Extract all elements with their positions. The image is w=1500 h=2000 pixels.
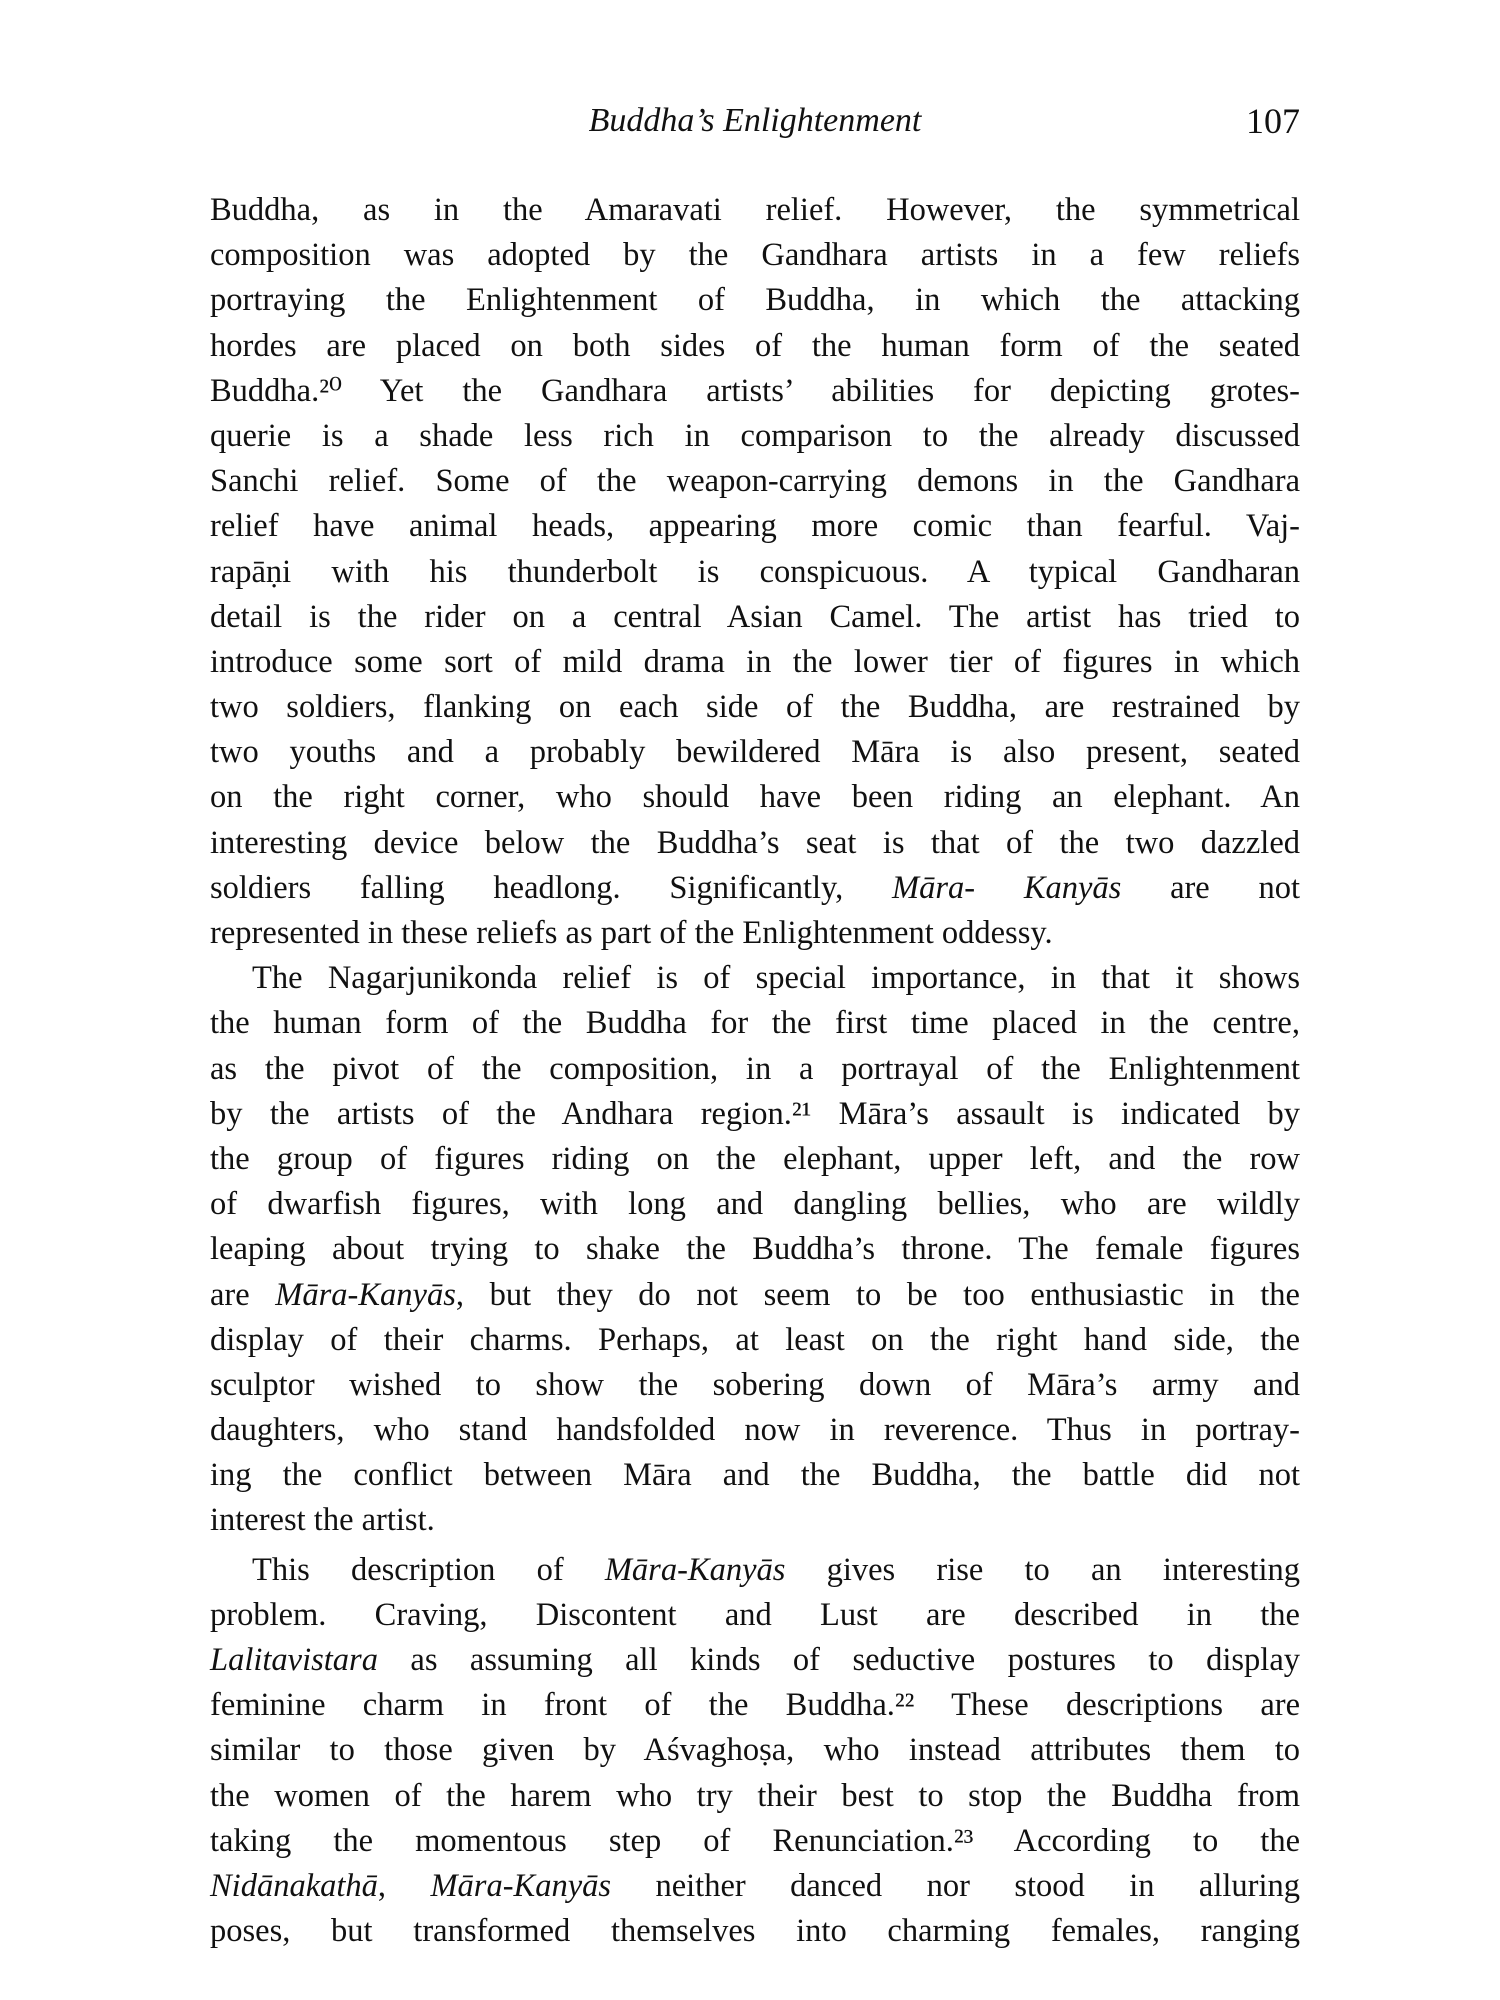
paragraph-3 xyxy=(210,1548,1300,1955)
text-line: leaping about trying to shake the Buddha’s throne. The female figures xyxy=(210,1231,1300,1268)
text-line: the group of figures riding on the elephant, upper left, and the row xyxy=(210,1140,1300,1177)
text-line: as the pivot of the composition, in a portrayal of the Enlightenment xyxy=(210,1050,1300,1087)
text-line: display of their charms. Perhaps, at least on the right hand side, the xyxy=(210,1321,1300,1358)
text-line: daughters, who stand handsfolded now in reverence. Thus in portray- xyxy=(210,1412,1300,1449)
text-line: The Nagarjunikonda relief is of special importance, in that it shows xyxy=(252,960,1300,997)
text-line: Buddha.²⁰ Yet the Gandhara artists’ abilities for depicting grotes- xyxy=(210,372,1300,409)
paragraph-2 xyxy=(210,956,1300,1543)
text-line: are Māra-Kanyās, but they do not seem to be too enthusiastic in the xyxy=(210,1276,1300,1313)
text-line: feminine charm in front of the Buddha.²² These descriptions are xyxy=(210,1687,1300,1724)
text-line: two soldiers, flanking on each side of the Buddha, are restrained by xyxy=(210,689,1300,726)
text-line: sculptor wished to show the sobering down of Māra’s army and xyxy=(210,1366,1300,1403)
text-line: problem. Craving, Discontent and Lust are described in the xyxy=(210,1596,1300,1633)
text-line: Lalitavistara as assuming all kinds of seductive postures to display xyxy=(210,1642,1300,1678)
text-line: interesting device below the Buddha’s seat is that of the two dazzled xyxy=(210,824,1300,861)
text-line: poses, but transformed themselves into charming females, ranging xyxy=(210,1913,1300,1950)
text-line: two youths and a probably bewildered Māra is also present, seated xyxy=(210,734,1300,771)
text-line: by the artists of the Andhara region.²¹ Māra’s assault is indicated by xyxy=(210,1095,1300,1132)
text-line: on the right corner, who should have been riding an elephant. An xyxy=(210,779,1300,816)
text-line: soldiers falling headlong. Significantly, Māra- Kanyās are not xyxy=(210,869,1300,906)
text-line: interest the artist. xyxy=(210,1502,435,1539)
text-line: ing the conflict between Māra and the Buddha, the battle did not xyxy=(210,1457,1300,1494)
text-line: rapāṇi with his thunderbolt is conspicuous. A typical Gandharan xyxy=(210,553,1300,590)
text-line: the women of the harem who try their best to stop the Buddha from xyxy=(210,1777,1300,1814)
text-line: relief have animal heads, appearing more comic than fearful. Vaj- xyxy=(210,508,1300,545)
page-number: 107 xyxy=(1246,101,1300,141)
running-title: Buddha’s Enlightenment xyxy=(588,102,922,139)
text-line: the human form of the Buddha for the first time placed in the centre, xyxy=(210,1005,1300,1042)
text-line: Buddha, as in the Amaravati relief. However, the symmetrical xyxy=(210,192,1300,228)
text-line: composition was adopted by the Gandhara artists in a few reliefs xyxy=(210,237,1300,274)
text-line: of dwarfish figures, with long and dangling bellies, who are wildly xyxy=(210,1186,1300,1223)
running-head xyxy=(210,96,1300,146)
text-line: Nidānakathā, Māra-Kanyās neither danced nor stood in alluring xyxy=(210,1867,1301,1904)
text-line: portraying the Enlightenment of Buddha, in which the attacking xyxy=(210,282,1300,319)
body-text xyxy=(210,188,1300,1954)
text-line: taking the momentous step of Renunciation.²³ According to the xyxy=(210,1822,1300,1859)
text-line: similar to those given by Aśvaghoṣa, who instead attributes them to xyxy=(210,1732,1300,1769)
text-line: querie is a shade less rich in comparison to the already discussed xyxy=(210,417,1300,454)
text-line: This description of Māra-Kanyās gives rise to an interesting xyxy=(252,1551,1301,1588)
text-line: hordes are placed on both sides of the human form of the seated xyxy=(210,327,1300,364)
text-line: Sanchi relief. Some of the weapon-carrying demons in the Gandhara xyxy=(210,463,1300,500)
paragraph-1 xyxy=(210,188,1300,956)
text-line: detail is the rider on a central Asian Camel. The artist has tried to xyxy=(210,598,1300,635)
text-line: introduce some sort of mild drama in the lower tier of figures in which xyxy=(210,643,1300,680)
text-line: represented in these reliefs as part of the Enlightenment oddessy. xyxy=(210,915,1053,951)
